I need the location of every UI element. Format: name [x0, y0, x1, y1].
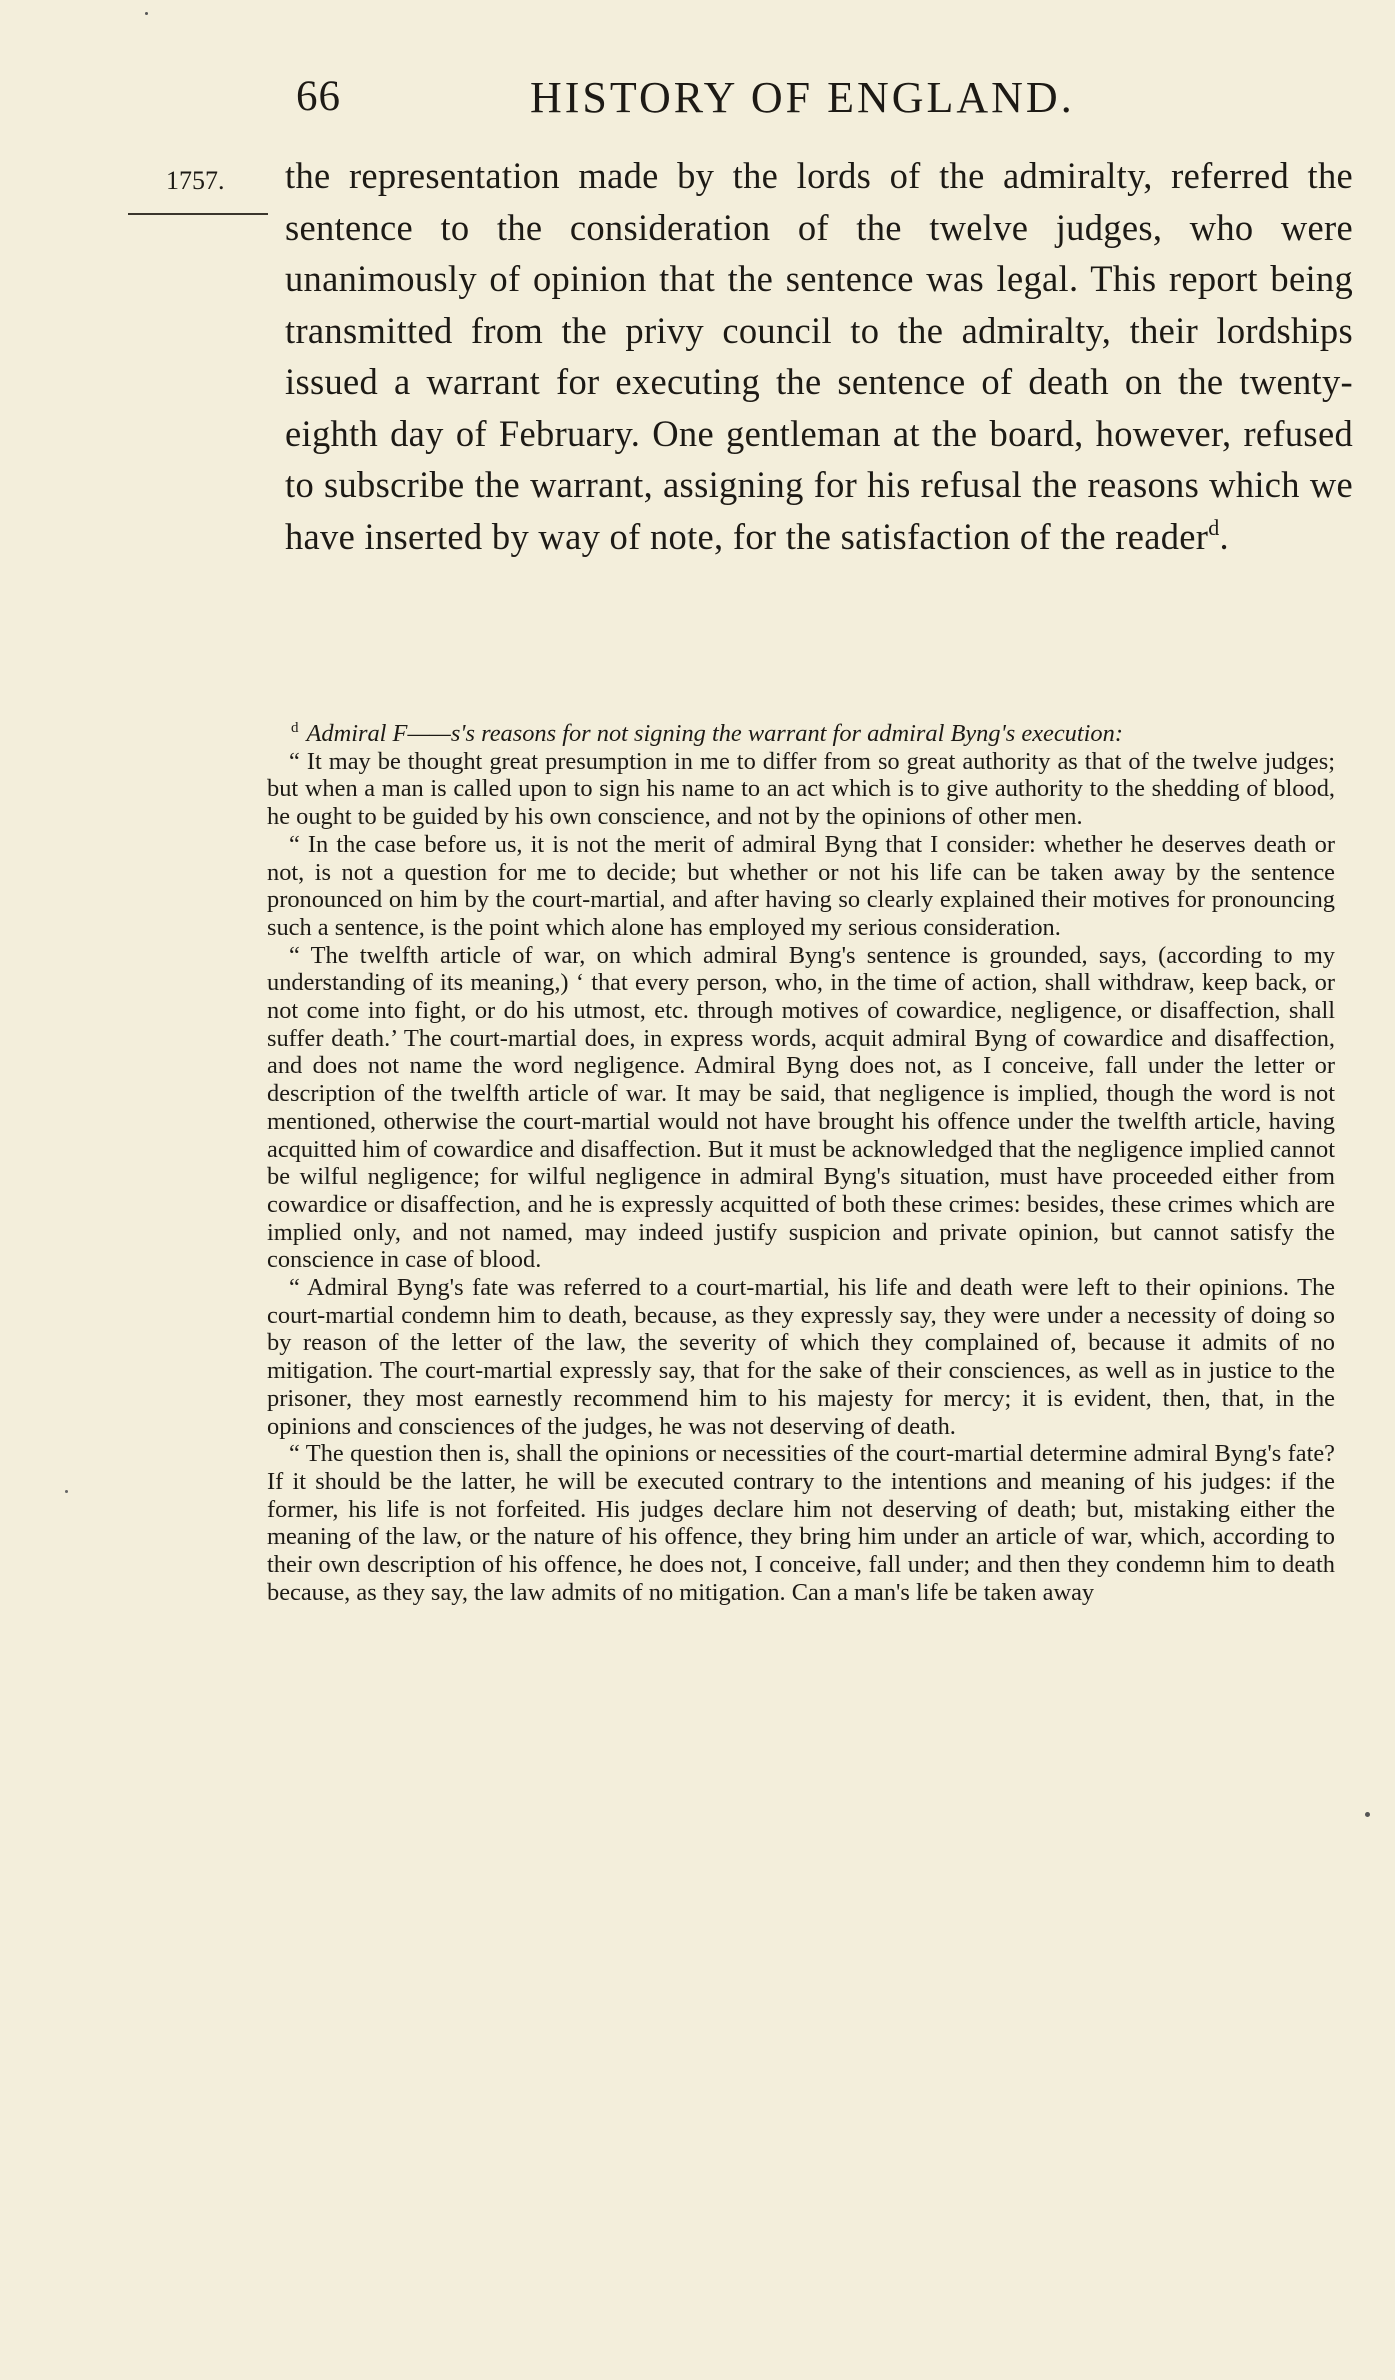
footnote-paragraph: “ The twelfth article of war, on which admiral Byng's sentence is grounded, says, (according to my understanding of its meaning,) ‘ that every person, who, in the time of action, shall withdraw, keep back, or not come into fight, or do his utmost, etc. through motives of cowardice, negligence, or disaffection, shall suffer death.’ The court-martial does, in express words, acquit admiral Byng of cowardice and disaffection, and does not name the word negligence. Admiral Byng does not, as I conceive, fall under the letter or description of the twelfth article of war. It may be said, that negligence is implied, though the word is not mentioned, otherwise the court-martial would not have brought his offence under the twelfth article, having acquitted him of cowardice and disaffection. But it must be acknowledged that the negligence implied cannot be wilful negligence; for wilful negligence in admiral Byng's situation, must have proceeded either from cowardice or disaffection, and he is expressly acquitted of both these crimes: besides, these crimes which are implied only, and not named, may indeed justify suspicion and private opinion, but cannot satisfy the conscience in case of blood.: [267, 941, 1335, 1274]
footnote-paragraph: “ It may be thought great presumption in me to differ from so great authority as that of the twelve judges; but when a man is called upon to sign his name to an act which is to give authority to the shedding of blood, he ought to be guided by his own conscience, and not by the opinions of other men.: [267, 747, 1335, 831]
page-speck: [145, 12, 148, 15]
footnote-paragraph: “ Admiral Byng's fate was referred to a court-martial, his life and death were left to their opinions. The court-martial condemn him to death, because, as they expressly say, they were under a necessity of doing so by reason of the letter of the law, the severity of which they complained of, because it admits of no mitigation. The court-martial expressly say, that for the sake of their consciences, as well as in justice to the prisoner, they most earnestly recommend him to his majesty for mercy; it is evident, then, that, in the opinions and consciences of the judges, he was not deserving of death.: [267, 1274, 1335, 1440]
footnote-paragraph: “ The question then is, shall the opinions or necessities of the court-martial determine admiral Byng's fate? If it should be the latter, he will be executed contrary to the intentions and meaning of his judges: if the former, his life is not forfeited. His judges declare him not deserving of death; but, mistaking either the meaning of the law, or the nature of his offence, they bring him under an article of war, which, according to their own description of his offence, he does not, I conceive, fall under; and then they condemn him to death because, as they say, the law admits of no mitigation. Can a man's life be taken away: [267, 1440, 1335, 1606]
main-text: [285, 150, 1353, 562]
main-paragraph-end: .: [1219, 515, 1229, 557]
running-header: [290, 72, 1150, 132]
running-title: HISTORY OF ENGLAND.: [530, 73, 1075, 122]
margin-rule: [128, 213, 268, 215]
footnote-title: [267, 720, 1335, 748]
main-paragraph-text: the representation made by the lords of the admiralty, referred the sentence to the consideration of the twelve judges, who were unanimously of opinion that the sentence was legal. This report being transmitted from the privy council to the admiralty, their lordships issued a warrant for executing the sentence of death on the twenty-eighth day of February. One gentleman at the board, however, refused to subscribe the warrant, assigning for his refusal the reasons which we have inserted by way of note, for the satisfaction of the reader: [285, 155, 1353, 557]
footnote-block: [267, 720, 1335, 1607]
page-speck: [1365, 1812, 1370, 1817]
main-paragraph: [285, 150, 1353, 562]
page-speck: [65, 1490, 68, 1493]
footnote-title-text: Admiral F——s's reasons for not signing the warrant for admiral Byng's execution:: [306, 720, 1123, 747]
margin-year: 1757.: [166, 166, 225, 195]
footnote-marker: d: [291, 720, 299, 736]
footnote-reference: d: [1208, 514, 1220, 540]
footnote-paragraph: “ In the case before us, it is not the merit of admiral Byng that I consider: whether he deserves death or not, is not a question for me to decide; but whether or not his life can be taken away by the sentence pronounced on him by the court-martial, and after having so clearly explained their motives for pronouncing such a sentence, is the point which alone has employed my serious consideration.: [267, 830, 1335, 941]
page-number: 66: [296, 73, 341, 120]
